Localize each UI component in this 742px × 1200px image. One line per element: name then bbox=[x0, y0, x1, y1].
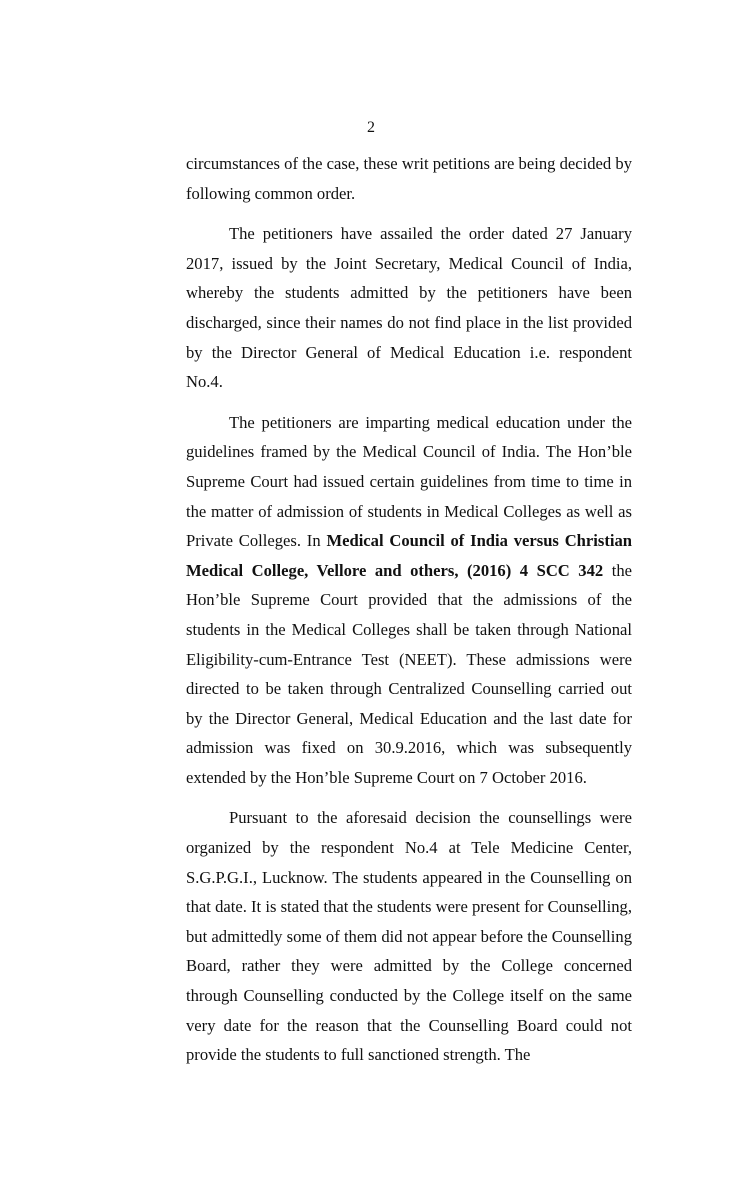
paragraph-guidelines-rest: the Hon’ble Supreme Court provided that the admissions of the students in the Medical Colleges shall be taken through National Eligibility-cum-Entrance Test (NEET). These admissions were directed to be taken through Centralized Counselling carried out by the Director General, Medical Education and the last date for admission was fixed on 30.9.2016, which was subsequently extended by the Hon’ble Supreme Court on 7 October 2016. bbox=[186, 560, 632, 787]
document-body bbox=[186, 149, 632, 1081]
paragraph-impugned-order: The petitioners have assailed the order dated 27 January 2017, issued by the Joint Secretary, Medical Council of India, whereby the students admitted by the petitioners have been discharged, since their names do not find place in the list provided by the Director General of Medical Education i.e. respondent No.4. bbox=[186, 224, 632, 392]
case-citation: Medical Council of India versus Christian Medical College, Vellore and others, (2016) 4 SCC 342 bbox=[186, 531, 632, 580]
paragraph-counselling: Pursuant to the aforesaid decision the counsellings were organized by the respondent No.4 at Tele Medicine Center, S.G.P.G.I., Lucknow. The students appeared in the Counselling on that date. It is stated that the students were present for Counselling, but admittedly some of them did not appear before the Counselling Board, rather they were admitted by the College concerned through Counselling conducted by the College itself on the same very date for the reason that the Counselling Board could not provide the students to full sanctioned strength. The bbox=[186, 808, 632, 1065]
page-number: 2 bbox=[367, 119, 375, 136]
paragraph-guidelines bbox=[186, 408, 632, 793]
paragraph-guidelines-lead: The petitioners are imparting medical education under the guidelines framed by the Medical Council of India. The Hon’ble Supreme Court had issued certain guidelines from time to time in the matter of admission of students in Medical Colleges as well as Private Colleges. In bbox=[186, 412, 632, 551]
paragraph-continued: circumstances of the case, these writ petitions are being decided by following common order. bbox=[186, 154, 632, 203]
